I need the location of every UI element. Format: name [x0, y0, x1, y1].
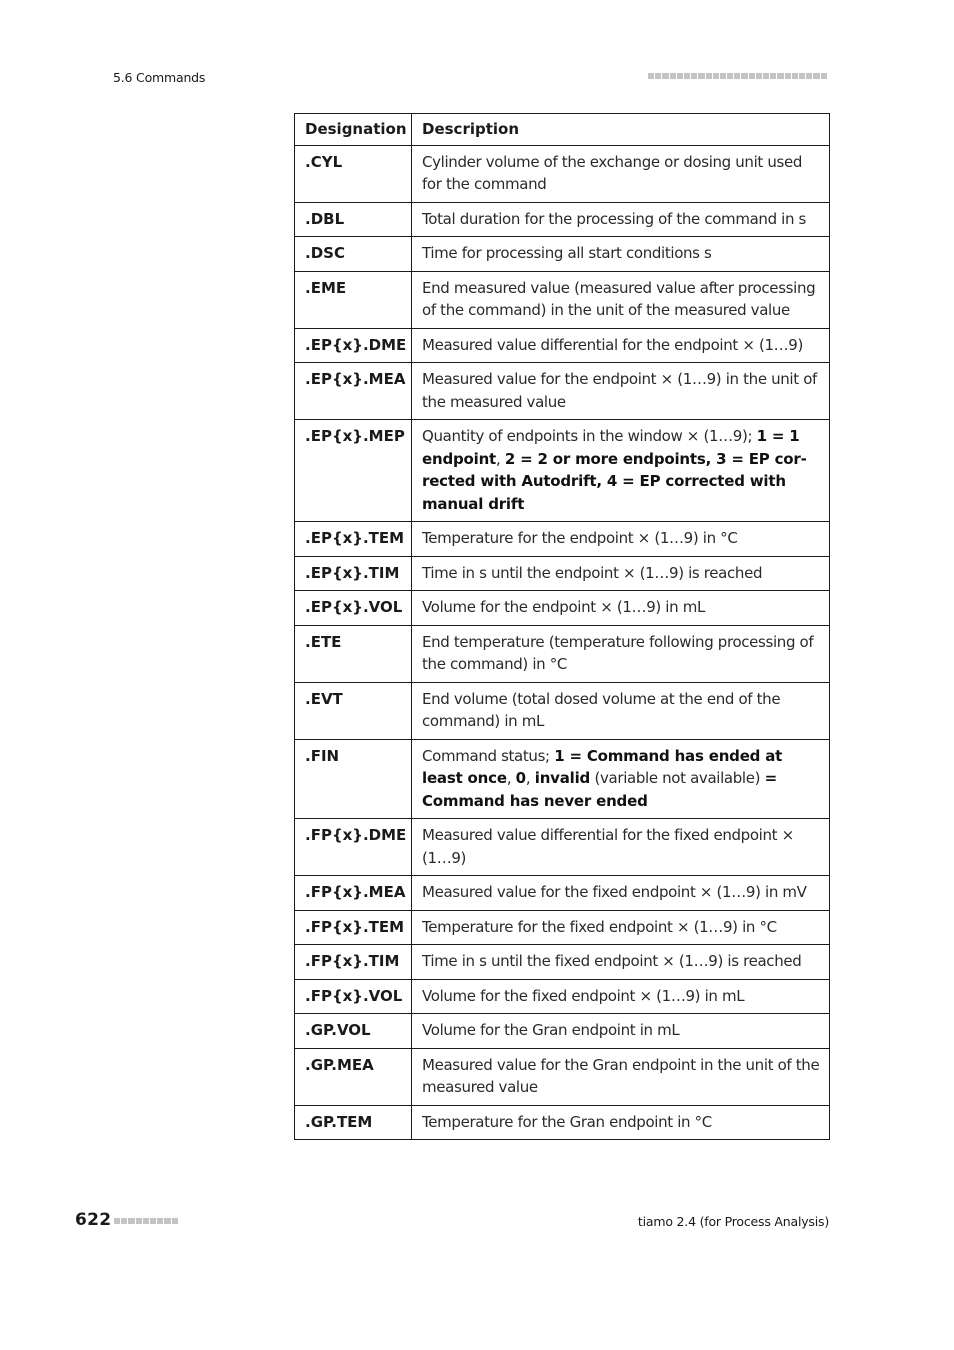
table-row: [295, 819, 830, 876]
table-row: [295, 522, 830, 557]
table-row: [295, 591, 830, 626]
decoration-square: [172, 1218, 178, 1224]
decoration-square: [114, 1218, 120, 1224]
description-cell: [412, 819, 830, 876]
description-bold-text: = Command has never ended: [422, 769, 777, 810]
description-cell: [412, 328, 830, 363]
description-cell: [412, 876, 830, 911]
designation-cell: .FP{x}.DME: [295, 819, 412, 876]
table-row: [295, 739, 830, 819]
description-text: Cylinder volume of the exchange or dosing unit used for the command: [422, 152, 803, 193]
table-row: [295, 202, 830, 237]
running-header-section: 5.6 Commands: [113, 70, 206, 85]
decoration-square: [741, 73, 747, 79]
decoration-square: [720, 73, 726, 79]
decoration-square: [770, 73, 776, 79]
decoration-square: [691, 73, 697, 79]
description-text: Measured value differential for the endpoint × (1…9): [422, 335, 803, 354]
table-row: [295, 979, 830, 1014]
description-bold-text: invalid: [534, 769, 591, 787]
description-text: End measured value (measured value after processing of the command) in the unit of the measured value: [422, 278, 816, 319]
table-row: [295, 625, 830, 682]
column-header-designation: Designation: [295, 114, 412, 146]
description-text: Temperature for the endpoint × (1…9) in °C: [422, 529, 738, 547]
description-cell: [412, 202, 830, 237]
description-text: Temperature for the fixed endpoint × (1…9) in °C: [422, 917, 777, 936]
designation-cell: .EP{x}.DME: [295, 328, 412, 363]
designation-cell: .EP{x}.TEM: [295, 522, 412, 557]
decoration-square: [821, 73, 827, 79]
decoration-square: [655, 73, 661, 79]
table-header-row: [295, 114, 830, 146]
description-cell: [412, 979, 830, 1014]
designation-cell: .GP.MEA: [295, 1048, 412, 1105]
footer-document-title: tiamo 2.4 (for Process Analysis): [637, 1214, 829, 1229]
description-bold-text: 2 = 2 or more endpoints, 3 = EP corrected with Autodrift, 4 = EP corrected with manual drift: [422, 449, 807, 513]
description-text: Measured value for the Gran endpoint in the unit of the measured value: [422, 1055, 820, 1096]
table-row: [295, 945, 830, 980]
decoration-square: [799, 73, 805, 79]
table-row: [295, 271, 830, 328]
description-bold-text: 1 = 1 endpoint: [422, 427, 800, 468]
decoration-square: [698, 73, 704, 79]
description-text: Measured value for the fixed endpoint × (1…9) in mV: [422, 883, 807, 901]
decoration-square: [756, 73, 762, 79]
decoration-square: [806, 73, 812, 79]
commands-variables-table: [294, 113, 830, 1140]
footer-decoration-squares: [114, 1218, 178, 1224]
designation-cell: .EVT: [295, 682, 412, 739]
decoration-square: [157, 1218, 163, 1224]
description-cell: [412, 145, 830, 202]
description-cell: [412, 1105, 830, 1140]
table-row: [295, 328, 830, 363]
designation-cell: .FIN: [295, 739, 412, 819]
description-bold-text: 1 = Command has ended at least once: [422, 746, 783, 787]
decoration-square: [792, 73, 798, 79]
description-cell: [412, 363, 830, 420]
table-row: [295, 1048, 830, 1105]
table-row: [295, 237, 830, 272]
decoration-square: [121, 1218, 127, 1224]
designation-cell: .GP.TEM: [295, 1105, 412, 1140]
decoration-square: [727, 73, 733, 79]
description-text: Volume for the Gran endpoint in mL: [422, 1021, 680, 1039]
decoration-square: [713, 73, 719, 79]
description-text: Time in s until the fixed endpoint × (1…9) is reached: [422, 952, 802, 970]
table-row: [295, 682, 830, 739]
table-row: [295, 1105, 830, 1140]
description-text: Volume for the endpoint × (1…9) in mL: [422, 598, 705, 616]
designation-cell: .FP{x}.MEA: [295, 876, 412, 911]
table-row: [295, 876, 830, 911]
description-cell: [412, 522, 830, 557]
decoration-square: [785, 73, 791, 79]
designation-cell: .EP{x}.MEP: [295, 420, 412, 522]
table-row: [295, 145, 830, 202]
decoration-square: [734, 73, 740, 79]
description-text: ,: [525, 769, 535, 787]
description-text: Measured value differential for the fixed endpoint × (1…9): [422, 826, 794, 867]
description-text: Total duration for the processing of the command in s: [422, 209, 807, 228]
designation-cell: .GP.VOL: [295, 1014, 412, 1049]
description-text: Measured value for the endpoint × (1…9) in the unit of the measured value: [422, 370, 817, 411]
designation-cell: .EP{x}.MEA: [295, 363, 412, 420]
description-text: Time for processing all start conditions s: [422, 244, 712, 262]
designation-cell: .DSC: [295, 237, 412, 272]
description-cell: [412, 682, 830, 739]
designation-cell: .EP{x}.TIM: [295, 556, 412, 591]
decoration-square: [813, 73, 819, 79]
description-cell: [412, 945, 830, 980]
description-cell: [412, 1048, 830, 1105]
description-cell: [412, 237, 830, 272]
description-text: Volume for the fixed endpoint × (1…9) in mL: [422, 986, 745, 1005]
decoration-square: [763, 73, 769, 79]
table-row: [295, 556, 830, 591]
description-text: Temperature for the Gran endpoint in °C: [422, 1112, 712, 1131]
designation-cell: .EP{x}.VOL: [295, 591, 412, 626]
designation-cell: .FP{x}.VOL: [295, 979, 412, 1014]
decoration-square: [128, 1218, 134, 1224]
description-text: Time in s until the endpoint × (1…9) is reached: [422, 563, 763, 582]
table-row: [295, 1014, 830, 1049]
header-decoration-squares: [648, 73, 827, 79]
page-number: 622: [75, 1210, 112, 1230]
decoration-square: [706, 73, 712, 79]
decoration-square: [670, 73, 676, 79]
description-cell: [412, 625, 830, 682]
description-cell: [412, 739, 830, 819]
decoration-square: [150, 1218, 156, 1224]
description-text: End temperature (temperature following processing of the command) in °C: [422, 632, 814, 673]
decoration-square: [677, 73, 683, 79]
designation-cell: .CYL: [295, 145, 412, 202]
description-text: (variable not available): [590, 769, 765, 787]
decoration-square: [777, 73, 783, 79]
table-body: [295, 145, 830, 1140]
description-text: ,: [506, 769, 516, 787]
decoration-square: [749, 73, 755, 79]
description-text: End volume (total dosed volume at the end of the command) in mL: [422, 689, 781, 730]
table-row: [295, 910, 830, 945]
description-cell: [412, 556, 830, 591]
column-header-description: Description: [412, 114, 830, 146]
decoration-square: [648, 73, 654, 79]
description-cell: [412, 910, 830, 945]
decoration-square: [662, 73, 668, 79]
designation-cell: .FP{x}.TEM: [295, 910, 412, 945]
designation-cell: .EME: [295, 271, 412, 328]
designation-cell: .ETE: [295, 625, 412, 682]
table-row: [295, 363, 830, 420]
description-text: Quantity of endpoints in the window × (1…9);: [422, 427, 757, 445]
decoration-square: [164, 1218, 170, 1224]
table-row: [295, 420, 830, 522]
description-cell: [412, 271, 830, 328]
description-cell: [412, 1014, 830, 1049]
decoration-square: [143, 1218, 149, 1224]
decoration-square: [136, 1218, 142, 1224]
designation-cell: .FP{x}.TIM: [295, 945, 412, 980]
designation-cell: .DBL: [295, 202, 412, 237]
decoration-square: [684, 73, 690, 79]
description-text: Command status;: [422, 746, 555, 765]
description-text: ,: [496, 449, 505, 468]
description-cell: [412, 591, 830, 626]
description-cell: [412, 420, 830, 522]
description-bold-text: 0: [515, 769, 526, 787]
